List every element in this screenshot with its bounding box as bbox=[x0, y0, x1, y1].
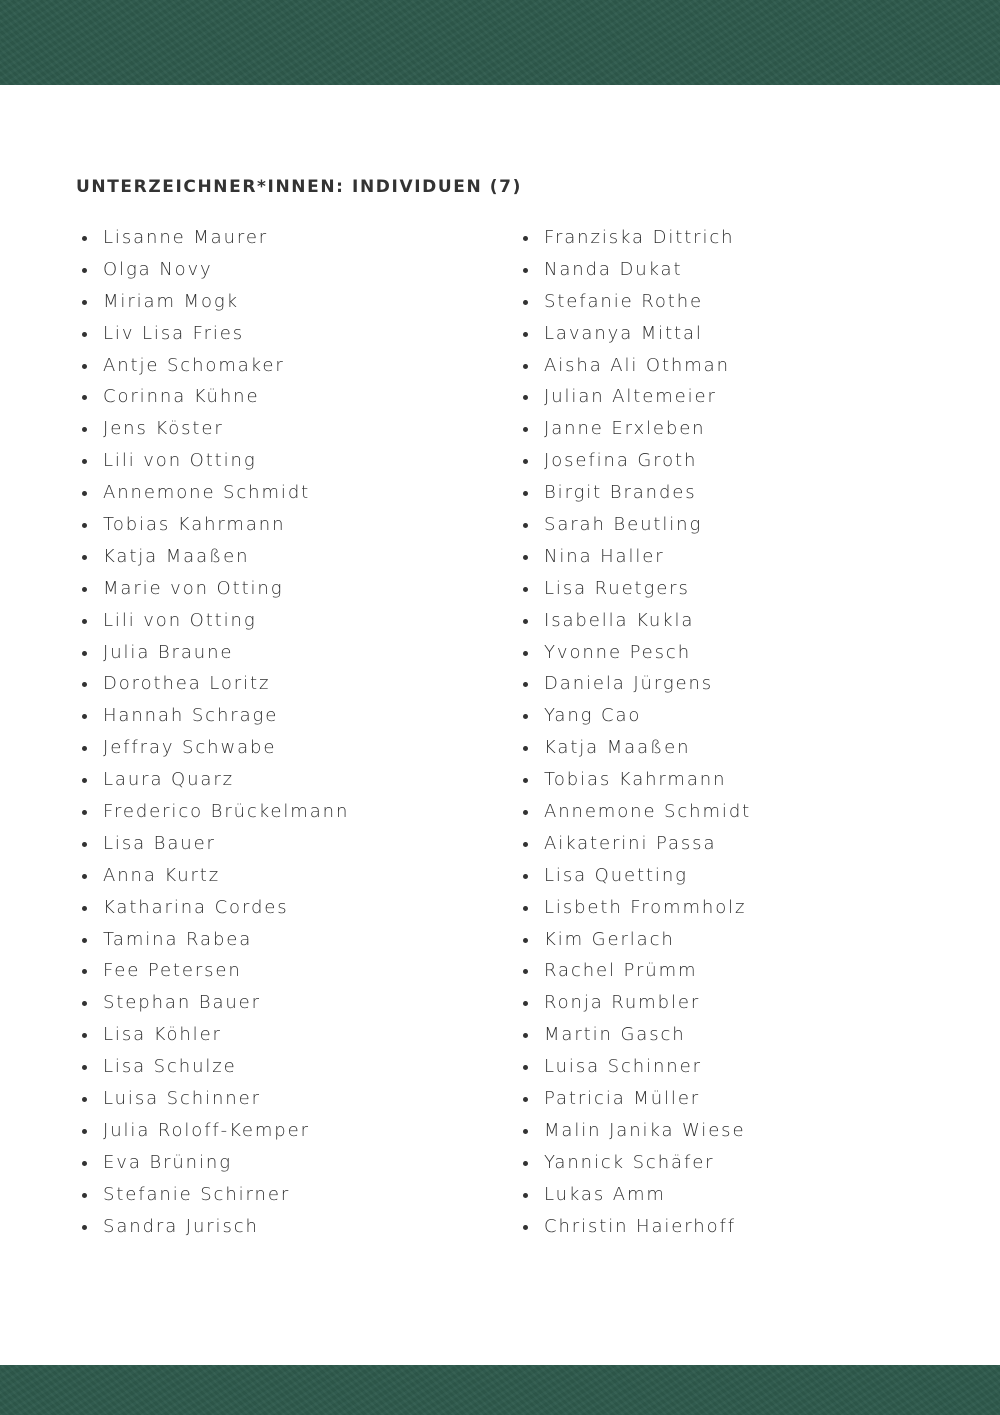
bullet-icon bbox=[523, 1129, 528, 1134]
signatory-list-item bbox=[82, 254, 502, 286]
bullet-icon bbox=[82, 746, 87, 751]
signatory-list-item bbox=[82, 764, 502, 796]
signatory-list-item bbox=[523, 445, 943, 477]
signatory-list-item bbox=[82, 668, 502, 700]
signatory-list-item bbox=[523, 573, 943, 605]
bullet-icon bbox=[82, 778, 87, 783]
signatory-list-item bbox=[523, 1147, 943, 1179]
bullet-icon bbox=[523, 651, 528, 656]
bullet-icon bbox=[82, 364, 87, 369]
signatory-list-item bbox=[82, 1179, 502, 1211]
signatory-list-item bbox=[82, 413, 502, 445]
bullet-icon bbox=[523, 1001, 528, 1006]
bullet-icon bbox=[82, 1097, 87, 1102]
signatory-name: Janne Erxleben bbox=[544, 418, 706, 440]
signatory-name: Yvonne Pesch bbox=[544, 641, 692, 663]
signatory-name: Aisha Ali Othman bbox=[544, 354, 730, 376]
bullet-icon bbox=[82, 906, 87, 911]
signatory-list-item bbox=[82, 1083, 502, 1115]
signatory-list-item bbox=[523, 254, 943, 286]
signatory-name: Jens Köster bbox=[103, 418, 224, 440]
signatory-list-item bbox=[523, 605, 943, 637]
signatory-name: Jeffray Schwabe bbox=[103, 737, 277, 759]
signatory-list-item bbox=[523, 477, 943, 509]
bullet-icon bbox=[523, 682, 528, 687]
signatory-name: Aikaterini Passa bbox=[544, 832, 717, 854]
signatory-list-item bbox=[82, 318, 502, 350]
bullet-icon bbox=[523, 778, 528, 783]
bullet-icon bbox=[82, 236, 87, 241]
signatory-name: Julia Roloff-Kemper bbox=[103, 1119, 310, 1141]
signatory-list-item bbox=[523, 1083, 943, 1115]
bullet-icon bbox=[82, 810, 87, 815]
bullet-icon bbox=[82, 491, 87, 496]
signatory-list-item bbox=[523, 860, 943, 892]
signatory-name: Lisa Köhler bbox=[103, 1024, 222, 1046]
signatory-list-item bbox=[82, 892, 502, 924]
signatory-list-item bbox=[82, 509, 502, 541]
bullet-icon bbox=[82, 523, 87, 528]
signatory-name: Lili von Otting bbox=[103, 450, 257, 472]
bullet-icon bbox=[82, 1225, 87, 1230]
signatory-name: Sandra Jurisch bbox=[103, 1215, 259, 1237]
signatory-name: Nanda Dukat bbox=[544, 258, 683, 280]
signatory-list-item bbox=[523, 796, 943, 828]
signatory-list-item bbox=[523, 222, 943, 254]
signatory-name: Patricia Müller bbox=[544, 1088, 701, 1110]
signatory-name: Malin Janika Wiese bbox=[544, 1119, 746, 1141]
bullet-icon bbox=[82, 651, 87, 656]
signatory-name: Lisa Ruetgers bbox=[544, 577, 690, 599]
bullet-icon bbox=[523, 1193, 528, 1198]
signatory-list-item bbox=[82, 1147, 502, 1179]
signatory-name: Frederico Brückelmann bbox=[103, 801, 350, 823]
bullet-icon bbox=[82, 427, 87, 432]
signatory-list-item bbox=[523, 1051, 943, 1083]
bullet-icon bbox=[82, 300, 87, 305]
signatory-list-item bbox=[523, 924, 943, 956]
bullet-icon bbox=[523, 395, 528, 400]
bullet-icon bbox=[82, 332, 87, 337]
signatory-name: Liv Lisa Fries bbox=[103, 322, 245, 344]
bullet-icon bbox=[523, 619, 528, 624]
signatory-list-item bbox=[523, 1211, 943, 1243]
signatory-name: Isabella Kukla bbox=[544, 609, 695, 631]
signatory-name: Tamina Rabea bbox=[103, 928, 253, 950]
signatory-list-item bbox=[82, 637, 502, 669]
signatory-list-item bbox=[82, 1051, 502, 1083]
signatory-list-item bbox=[82, 477, 502, 509]
bullet-icon bbox=[82, 395, 87, 400]
signatory-name: Antje Schomaker bbox=[103, 354, 285, 376]
bottom-decorative-band bbox=[0, 1365, 1000, 1415]
signatory-name: Lisanne Maurer bbox=[103, 227, 269, 248]
signatory-list-item bbox=[82, 381, 502, 413]
bullet-icon bbox=[523, 969, 528, 974]
signatory-name: Lukas Amm bbox=[544, 1183, 666, 1205]
bullet-icon bbox=[82, 1001, 87, 1006]
signatory-list-item bbox=[523, 318, 943, 350]
bullet-icon bbox=[523, 332, 528, 337]
bullet-icon bbox=[523, 906, 528, 911]
signatory-list-item bbox=[523, 350, 943, 382]
bullet-icon bbox=[523, 938, 528, 943]
bullet-icon bbox=[82, 874, 87, 879]
signatories-list-left bbox=[82, 222, 502, 1243]
signatory-name: Lisa Quetting bbox=[544, 864, 688, 886]
signatory-name: Corinna Kühne bbox=[103, 386, 260, 408]
bullet-icon bbox=[523, 523, 528, 528]
bullet-icon bbox=[523, 1161, 528, 1166]
signatory-list-item bbox=[82, 828, 502, 860]
bullet-icon bbox=[523, 810, 528, 815]
signatory-list-item bbox=[82, 1019, 502, 1051]
signatory-name: Yang Cao bbox=[544, 705, 642, 727]
signatory-name: Hannah Schrage bbox=[103, 705, 279, 727]
bullet-icon bbox=[523, 300, 528, 305]
signatory-list-item bbox=[82, 445, 502, 477]
bullet-icon bbox=[82, 1033, 87, 1038]
signatory-name: Marie von Otting bbox=[103, 577, 284, 599]
signatory-name: Luisa Schinner bbox=[103, 1088, 261, 1110]
bullet-icon bbox=[82, 268, 87, 273]
bullet-icon bbox=[523, 874, 528, 879]
signatory-name: Stefanie Rothe bbox=[544, 290, 703, 312]
signatory-name: Tobias Kahrmann bbox=[544, 769, 727, 791]
signatory-name: Fee Petersen bbox=[103, 960, 242, 982]
bullet-icon bbox=[523, 491, 528, 496]
signatory-name: Lili von Otting bbox=[103, 609, 257, 631]
signatory-name: Stephan Bauer bbox=[103, 992, 261, 1014]
signatory-list-item bbox=[523, 700, 943, 732]
bullet-icon bbox=[523, 555, 528, 560]
signatory-name: Christin Haierhoff bbox=[544, 1215, 736, 1237]
signatory-name: Eva Brüning bbox=[103, 1151, 232, 1173]
signatory-list-item bbox=[82, 350, 502, 382]
signatory-name: Josefina Groth bbox=[544, 450, 698, 472]
signatory-list-item bbox=[523, 541, 943, 573]
bullet-icon bbox=[82, 1193, 87, 1198]
signatory-list-item bbox=[523, 732, 943, 764]
signatory-list-item bbox=[523, 764, 943, 796]
signatory-list-item bbox=[82, 1115, 502, 1147]
signatory-name: Stefanie Schirner bbox=[103, 1183, 291, 1205]
signatory-list-item bbox=[82, 222, 502, 254]
signatory-name: Lavanya Mittal bbox=[544, 322, 703, 344]
bullet-icon bbox=[82, 587, 87, 592]
signatory-list-item bbox=[82, 1211, 502, 1243]
page-title: UNTERZEICHNER*INNEN: INDIVIDUEN (7) bbox=[76, 177, 522, 197]
signatory-list-item bbox=[523, 1115, 943, 1147]
signatory-name: Kim Gerlach bbox=[544, 928, 675, 950]
signatory-name: Luisa Schinner bbox=[544, 1056, 702, 1078]
bullet-icon bbox=[523, 268, 528, 273]
signatory-name: Julia Braune bbox=[103, 641, 234, 663]
signatory-list-item bbox=[523, 381, 943, 413]
top-decorative-band bbox=[0, 0, 1000, 85]
bullet-icon bbox=[523, 714, 528, 719]
signatory-list-item bbox=[82, 541, 502, 573]
signatory-list-item bbox=[523, 637, 943, 669]
signatory-list-item bbox=[82, 987, 502, 1019]
bullet-icon bbox=[82, 1065, 87, 1070]
bullet-icon bbox=[82, 459, 87, 464]
bullet-icon bbox=[523, 364, 528, 369]
signatory-name: Ronja Rumbler bbox=[544, 992, 701, 1014]
signatory-list-item bbox=[523, 413, 943, 445]
signatory-list-item bbox=[82, 796, 502, 828]
signatories-list-right bbox=[523, 222, 943, 1243]
bullet-icon bbox=[523, 1225, 528, 1230]
signatory-name: Rachel Prümm bbox=[544, 960, 698, 982]
signatory-name: Sarah Beutling bbox=[544, 514, 703, 536]
signatory-name: Dorothea Loritz bbox=[103, 673, 271, 695]
signatory-name: Nina Haller bbox=[544, 545, 665, 567]
signatory-name: Martin Gasch bbox=[544, 1024, 686, 1046]
bullet-icon bbox=[82, 938, 87, 943]
bullet-icon bbox=[82, 842, 87, 847]
bullet-icon bbox=[523, 427, 528, 432]
signatory-list-item bbox=[82, 955, 502, 987]
bullet-icon bbox=[82, 619, 87, 624]
bullet-icon bbox=[82, 969, 87, 974]
signatory-name: Daniela Jürgens bbox=[544, 673, 714, 695]
signatory-list-item bbox=[523, 987, 943, 1019]
signatory-name: Tobias Kahrmann bbox=[103, 514, 286, 536]
signatory-list-item bbox=[82, 700, 502, 732]
signatory-list-item bbox=[82, 732, 502, 764]
signatory-list-item bbox=[82, 924, 502, 956]
bullet-icon bbox=[523, 587, 528, 592]
signatory-list-item bbox=[523, 828, 943, 860]
signatory-name: Lisa Schulze bbox=[103, 1056, 237, 1078]
bullet-icon bbox=[82, 555, 87, 560]
signatory-name: Anna Kurtz bbox=[103, 864, 221, 886]
signatory-name: Laura Quarz bbox=[103, 769, 234, 791]
signatory-name: Katja Maaßen bbox=[544, 737, 691, 759]
signatory-name: Olga Novy bbox=[103, 258, 213, 280]
signatory-name: Lisbeth Frommholz bbox=[544, 896, 747, 918]
bullet-icon bbox=[523, 746, 528, 751]
signatory-list-item bbox=[82, 605, 502, 637]
signatory-name: Katharina Cordes bbox=[103, 896, 289, 918]
signatory-name: Lisa Bauer bbox=[103, 832, 216, 854]
signatory-list-item bbox=[82, 573, 502, 605]
signatory-name: Yannick Schäfer bbox=[544, 1151, 715, 1173]
bullet-icon bbox=[523, 842, 528, 847]
signatory-list-item bbox=[523, 509, 943, 541]
bullet-icon bbox=[523, 1065, 528, 1070]
bullet-icon bbox=[82, 1161, 87, 1166]
signatory-name: Annemone Schmidt bbox=[103, 482, 311, 504]
signatory-name: Julian Altemeier bbox=[544, 386, 717, 408]
signatory-name: Miriam Mogk bbox=[103, 290, 239, 312]
signatory-list-item bbox=[523, 286, 943, 318]
signatory-name: Birgit Brandes bbox=[544, 482, 697, 504]
signatory-list-item bbox=[523, 892, 943, 924]
bullet-icon bbox=[523, 236, 528, 241]
bullet-icon bbox=[523, 1097, 528, 1102]
signatory-list-item bbox=[82, 286, 502, 318]
signatory-list-item bbox=[82, 860, 502, 892]
bullet-icon bbox=[523, 1033, 528, 1038]
signatory-list-item bbox=[523, 955, 943, 987]
bullet-icon bbox=[82, 682, 87, 687]
bullet-icon bbox=[82, 1129, 87, 1134]
signatory-list-item bbox=[523, 1179, 943, 1211]
signatory-name: Annemone Schmidt bbox=[544, 801, 752, 823]
signatory-name: Franziska Dittrich bbox=[544, 227, 735, 248]
bullet-icon bbox=[82, 714, 87, 719]
bullet-icon bbox=[523, 459, 528, 464]
signatory-name: Katja Maaßen bbox=[103, 545, 250, 567]
signatory-list-item bbox=[523, 668, 943, 700]
signatory-list-item bbox=[523, 1019, 943, 1051]
